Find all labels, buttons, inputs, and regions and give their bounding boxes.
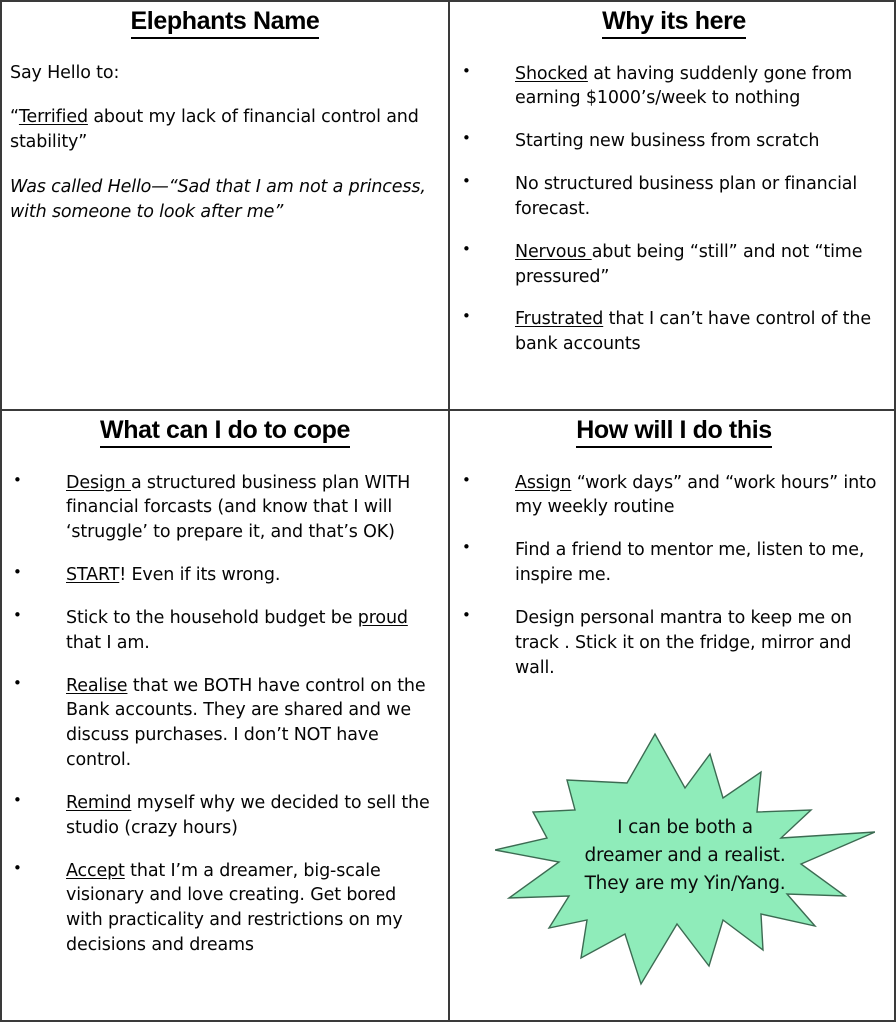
list-item xyxy=(2,791,448,841)
list-item xyxy=(2,606,448,656)
underlined-terrified: Terrified xyxy=(18,107,88,128)
list-item xyxy=(450,62,896,112)
quadrant-title-how-will-i-do-this xyxy=(450,417,896,448)
bullet-lead: Assign xyxy=(515,472,572,493)
bullet-lead: Frustrated xyxy=(515,309,604,330)
intro-line-terrified xyxy=(10,105,434,155)
list-item xyxy=(450,307,896,357)
bullet-rest: ! Even if its wrong. xyxy=(119,565,281,586)
bullet-rest: Starting new business from scratch xyxy=(515,131,820,152)
quadrant-title-text: Why its here xyxy=(602,8,746,39)
elephants-name-body xyxy=(2,61,448,225)
bullet-rest: “work days” and “work hours” into my weekly routine xyxy=(515,472,877,518)
bullet-rest: Stick to the household budget be proud that I am. xyxy=(66,607,408,653)
list-item xyxy=(450,538,896,588)
bullet-rest: Find a friend to mentor me, listen to me, inspire me. xyxy=(515,540,865,586)
bullet-rest: myself why we decided to sell the studio (crazy hours) xyxy=(66,792,430,838)
how-will-i-do-this-list xyxy=(450,471,896,681)
list-item xyxy=(2,563,448,588)
bullet-rest: a structured business plan WITH financial forcasts (and know that I will ‘struggle’ to prepare it, and that’s OK) xyxy=(66,472,411,543)
quadrant-title-text: How will I do this xyxy=(576,417,772,448)
quadrant-grid xyxy=(2,2,894,1020)
bullet-rest: No structured business plan or financial forecast. xyxy=(515,174,858,219)
list-item xyxy=(2,859,448,958)
bullet-rest: abut being “still” and not “time pressured” xyxy=(515,241,863,287)
starburst-line-3: They are my Yin/Yang. xyxy=(584,873,786,895)
why-its-here-list xyxy=(450,62,896,358)
bullet-lead: Realise xyxy=(66,675,128,696)
bullet-rest: that we BOTH have control on the Bank accounts. They are shared and we discuss purchases. I don’t NOT have control. xyxy=(66,675,426,771)
bullet-rest: at having suddenly gone from earning $1000’s/week to nothing xyxy=(515,63,853,109)
bullet-rest: Design personal mantra to keep me on track . Stick it on the fridge, mirror and wall. xyxy=(515,607,852,678)
starburst-callout xyxy=(495,728,875,990)
bullet-rest: that I’m a dreamer, big-scale visionary and love creating. Get bored with practicality and restrictions on my decisions and dreams xyxy=(66,860,403,956)
list-item xyxy=(2,471,448,546)
bullet-lead: Design xyxy=(66,472,131,493)
quadrant-what-can-i-do-to-cope xyxy=(2,411,450,1022)
bullet-lead: START xyxy=(66,565,120,586)
cope-list xyxy=(2,471,448,959)
underlined-proud: proud xyxy=(357,607,408,628)
starburst-shape-icon xyxy=(495,728,875,990)
quadrant-how-will-i-do-this xyxy=(450,411,896,1022)
quadrant-title-what-can-i-do-to-cope xyxy=(2,417,448,448)
intro-line-was-called-hello-text: Was called Hello—“Sad that I am not a princess, with someone to look after me” xyxy=(10,177,426,222)
quadrant-title-text: Elephants Name xyxy=(131,8,320,39)
bullet-lead: Nervous xyxy=(515,241,592,262)
quadrant-why-its-here xyxy=(450,2,896,411)
bullet-rest: that I can’t have control of the bank accounts xyxy=(515,309,871,355)
intro-line-was-called-hello xyxy=(10,175,434,225)
bullet-lead: Accept xyxy=(66,860,125,881)
quadrant-title-text: What can I do to cope xyxy=(100,417,350,448)
list-item xyxy=(450,172,896,222)
list-item xyxy=(450,471,896,521)
intro-line-say-hello xyxy=(10,61,434,86)
bullet-lead: Remind xyxy=(66,792,132,813)
list-item xyxy=(2,674,448,773)
list-item xyxy=(450,240,896,290)
list-item xyxy=(450,606,896,681)
quadrant-title-why-its-here xyxy=(450,8,896,39)
starburst-line-2: dreamer and a realist. xyxy=(584,845,786,867)
quadrant-elephants-name xyxy=(2,2,450,411)
starburst-line-1: I can be both a xyxy=(617,817,753,838)
bullet-lead: Shocked xyxy=(515,63,588,84)
intro-line-terrified-text: “Terrified about my lack of financial control and stability” xyxy=(10,107,419,153)
intro-line-say-hello-text: Say Hello to: xyxy=(10,62,120,83)
quadrant-title-elephants-name xyxy=(2,8,448,39)
list-item xyxy=(450,129,896,154)
